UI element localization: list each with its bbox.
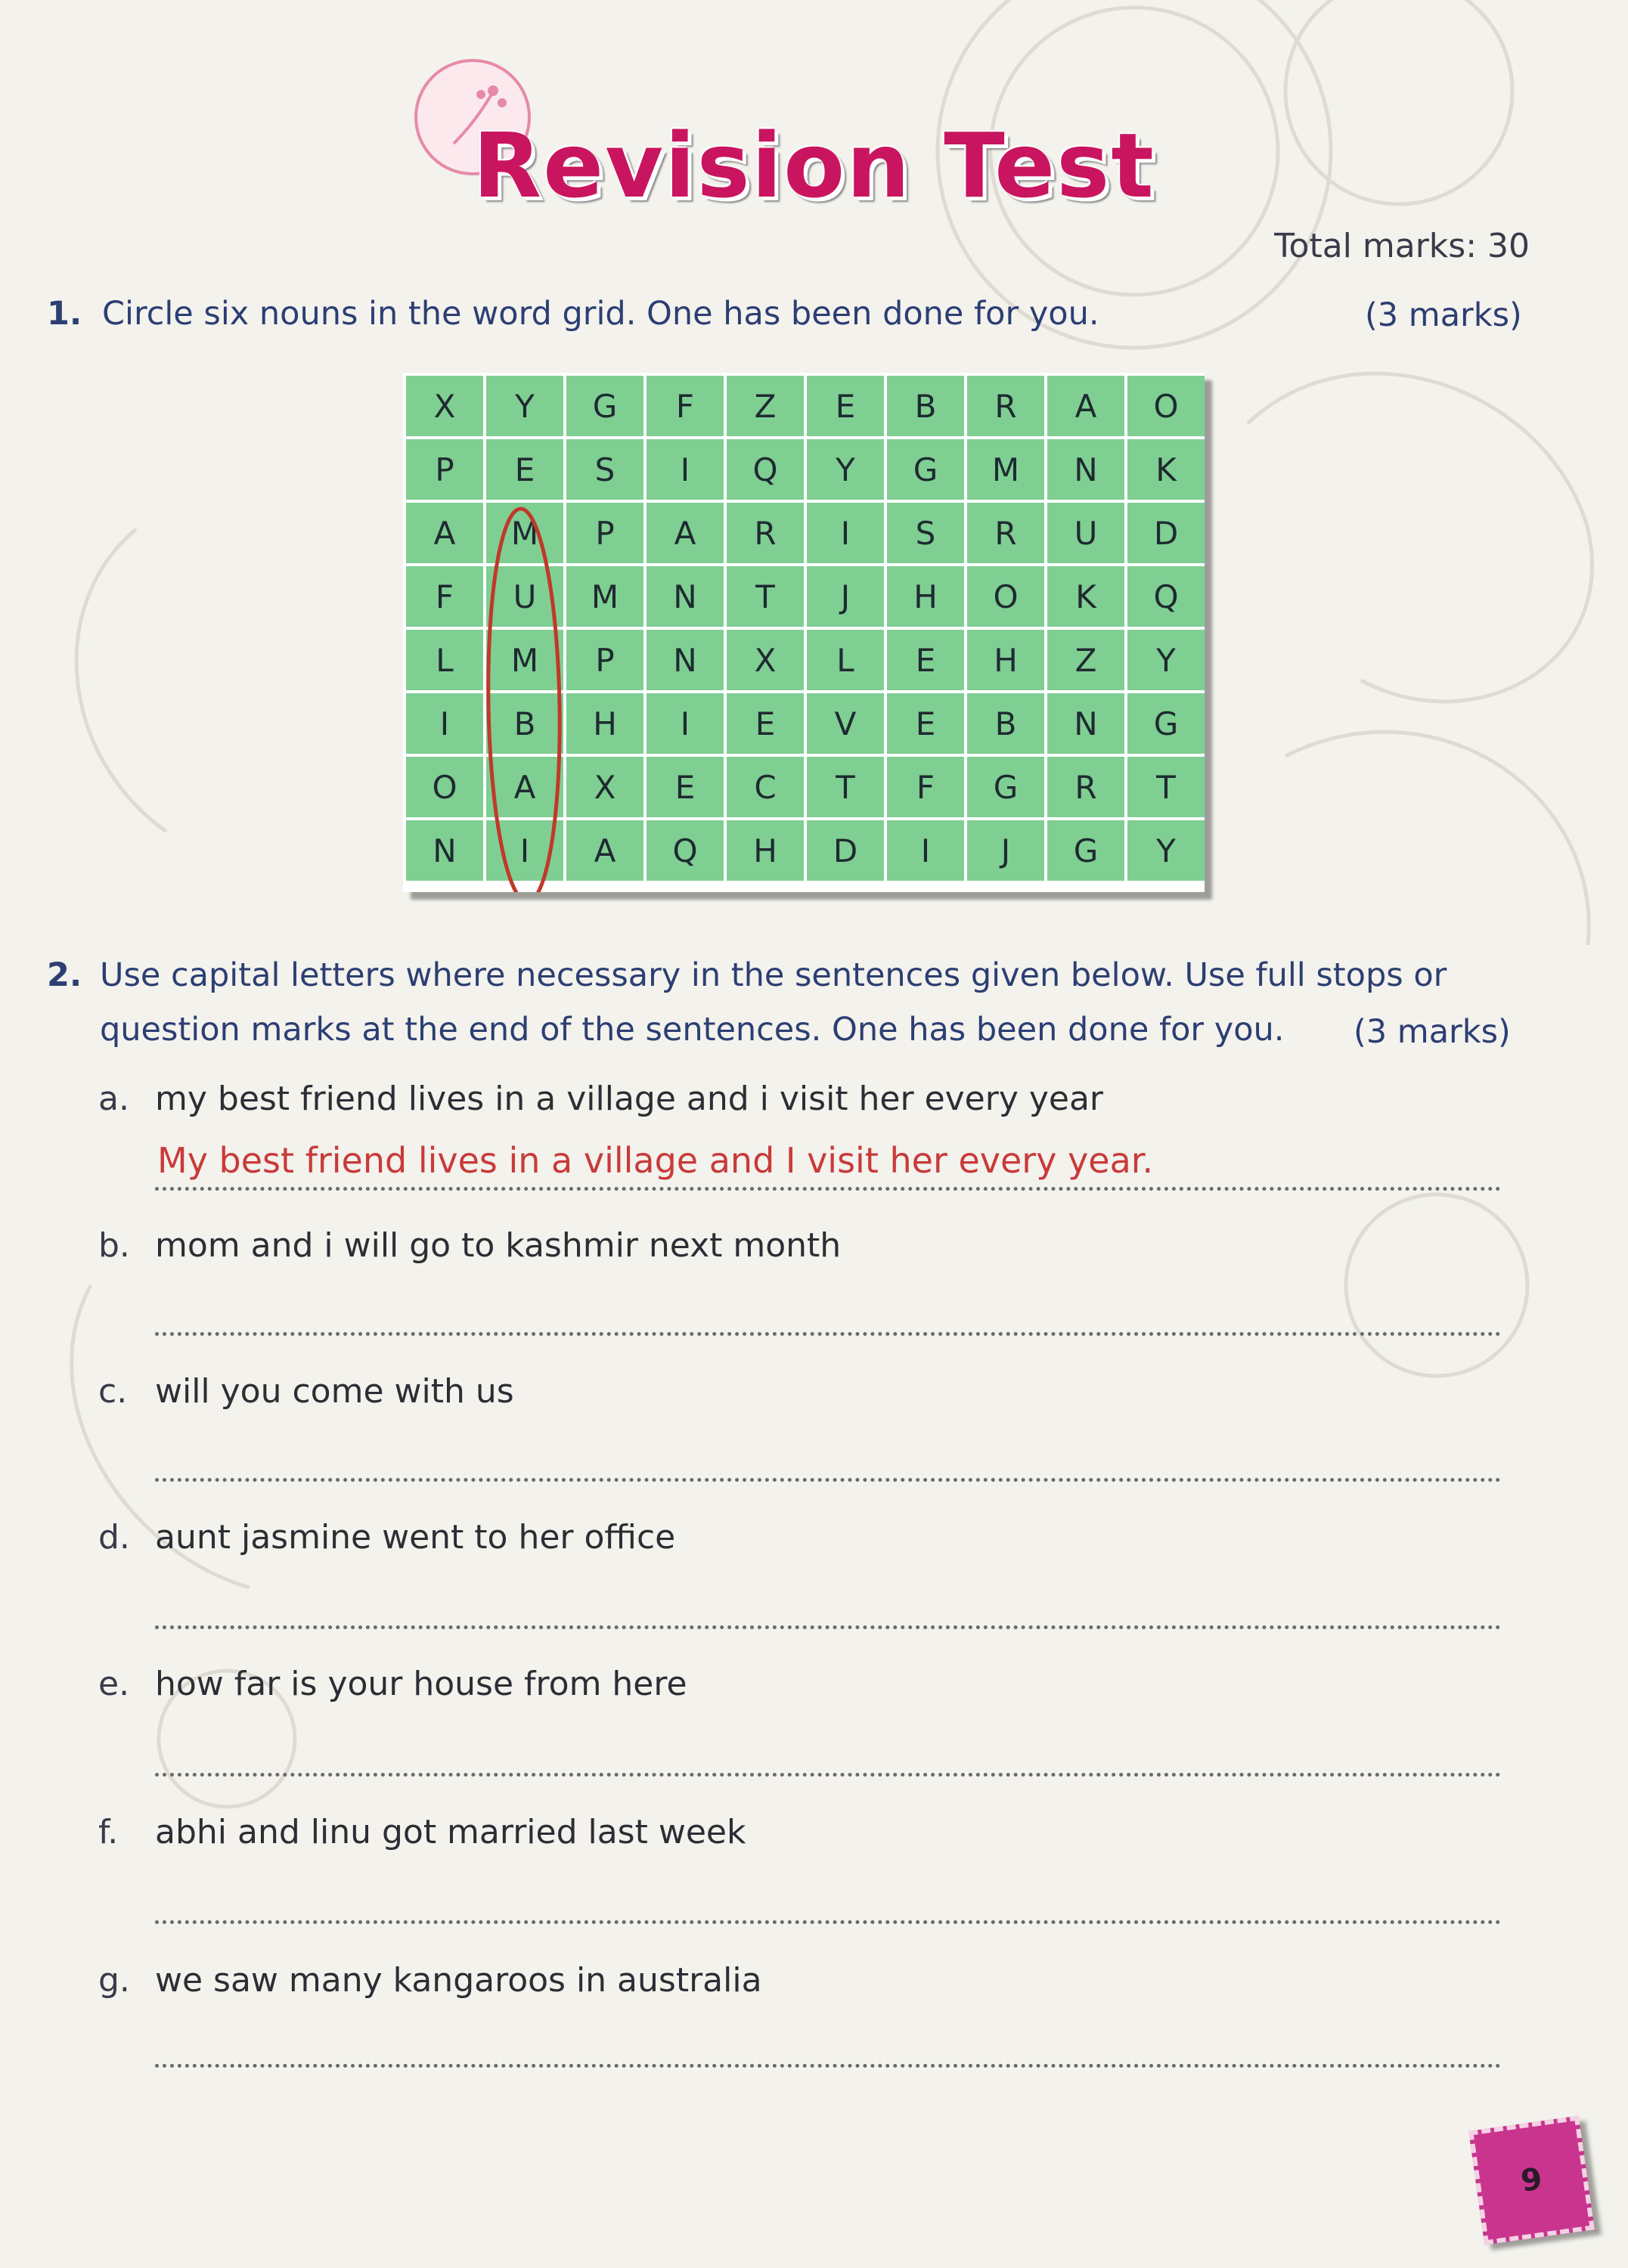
grid-cell[interactable]: F [887,757,964,817]
grid-cell[interactable]: H [967,630,1044,690]
grid-cell[interactable]: B [967,693,1044,754]
grid-cell[interactable]: M [486,503,563,563]
grid-cell[interactable]: N [647,630,724,690]
grid-cell[interactable]: F [647,376,724,436]
grid-cell[interactable]: T [727,566,804,627]
grid-cell[interactable]: O [406,757,483,817]
grid-cell[interactable]: M [486,630,563,690]
item-sentence: mom and i will go to kashmir next month [155,1226,842,1265]
grid-cell[interactable]: H [566,693,643,754]
grid-cell[interactable]: S [887,503,964,563]
grid-cell[interactable]: Y [1127,820,1205,881]
question-2-number: 2. [47,956,82,994]
grid-cell[interactable]: Y [1127,630,1205,690]
grid-cell[interactable]: I [647,439,724,500]
grid-cell[interactable]: L [406,630,483,690]
item-sentence: abhi and linu got married last week [155,1813,746,1851]
grid-cell[interactable]: I [406,693,483,754]
page-title: Revision Test [473,113,1155,218]
item-letter: b. [98,1226,130,1265]
grid-cell[interactable]: B [486,693,563,754]
answer-line[interactable] [155,1478,1501,1482]
answer-line[interactable] [155,1332,1501,1336]
grid-cell[interactable]: A [647,503,724,563]
grid-cell[interactable]: M [566,566,643,627]
grid-cell[interactable]: R [967,376,1044,436]
grid-cell[interactable]: F [406,566,483,627]
grid-cell[interactable]: Q [727,439,804,500]
answer-line[interactable] [155,1920,1501,1924]
grid-cell[interactable]: P [566,503,643,563]
grid-cell[interactable]: V [807,693,884,754]
item-sentence: aunt jasmine went to her office [155,1518,676,1557]
grid-cell[interactable]: Q [647,820,724,881]
question-1-marks: (3 marks) [1365,296,1522,334]
question-2-line-1: Use capital letters where necessary in the sentences given below. Use full stops or [100,956,1447,994]
answer-line[interactable] [155,1187,1501,1191]
grid-cell[interactable]: B [887,376,964,436]
grid-cell[interactable]: G [967,757,1044,817]
grid-cell[interactable]: Q [1127,566,1205,627]
grid-cell[interactable]: N [1047,693,1124,754]
grid-cell[interactable]: K [1047,566,1124,627]
item-answer: My best friend lives in a village and I visit her every year. [157,1140,1154,1181]
grid-cell[interactable]: N [647,566,724,627]
item-letter: d. [98,1518,130,1557]
grid-cell[interactable]: E [486,439,563,500]
grid-cell[interactable]: P [406,439,483,500]
grid-cell[interactable]: Y [486,376,563,436]
grid-cell[interactable]: T [1127,757,1205,817]
grid-cell[interactable]: J [807,566,884,627]
grid-cell[interactable]: J [967,820,1044,881]
grid-cell[interactable]: E [807,376,884,436]
item-sentence: will you come with us [155,1372,514,1411]
grid-cell[interactable]: X [406,376,483,436]
answer-line[interactable] [155,1625,1501,1629]
grid-cell[interactable]: M [967,439,1044,500]
grid-cell[interactable]: N [1047,439,1124,500]
page-number: 9 [1518,2161,1545,2199]
grid-cell[interactable]: O [1127,376,1205,436]
grid-cell[interactable]: A [1047,376,1124,436]
question-2-line-2: question marks at the end of the sentences. One has been done for you. [100,1011,1285,1049]
item-letter: e. [98,1665,130,1703]
grid-cell[interactable]: T [807,757,884,817]
grid-cell[interactable]: D [1127,503,1205,563]
grid-cell[interactable]: G [1127,693,1205,754]
grid-cell[interactable]: X [727,630,804,690]
total-marks: Total marks: 30 [1274,227,1530,265]
item-letter: a. [98,1080,129,1118]
grid-cell[interactable]: L [807,630,884,690]
grid-cell[interactable]: G [566,376,643,436]
word-grid-cells [406,376,1205,881]
question-1-number: 1. [47,295,82,333]
item-letter: f. [98,1813,119,1851]
item-letter: c. [98,1372,128,1411]
grid-cell[interactable]: U [486,566,563,627]
grid-cell[interactable]: Y [807,439,884,500]
page-number-badge [1468,2116,1595,2245]
grid-cell[interactable]: O [967,566,1044,627]
grid-cell[interactable]: R [967,503,1044,563]
grid-cell[interactable]: I [887,820,964,881]
item-sentence: we saw many kangaroos in australia [155,1961,762,2000]
question-2-marks: (3 marks) [1354,1013,1511,1051]
grid-cell[interactable]: E [887,630,964,690]
item-sentence: my best friend lives in a village and i visit her every year [155,1080,1104,1118]
item-sentence: how far is your house from here [155,1665,687,1703]
grid-cell[interactable]: G [887,439,964,500]
grid-cell[interactable]: A [486,757,563,817]
grid-cell[interactable]: U [1047,503,1124,563]
item-letter: g. [98,1961,130,2000]
grid-cell[interactable]: X [566,757,643,817]
grid-cell[interactable]: Z [1047,630,1124,690]
word-grid [403,373,1205,892]
grid-cell[interactable]: A [566,820,643,881]
grid-cell[interactable]: S [566,439,643,500]
grid-cell[interactable]: R [727,503,804,563]
grid-cell[interactable]: K [1127,439,1205,500]
grid-cell[interactable]: I [647,693,724,754]
grid-cell[interactable]: Z [727,376,804,436]
grid-cell[interactable]: I [486,820,563,881]
answer-line[interactable] [155,1773,1501,1777]
grid-cell[interactable]: P [566,630,643,690]
grid-cell[interactable]: A [406,503,483,563]
grid-cell[interactable]: I [807,503,884,563]
grid-cell[interactable]: E [887,693,964,754]
grid-cell[interactable]: R [1047,757,1124,817]
grid-cell[interactable]: H [727,820,804,881]
grid-cell[interactable]: E [647,757,724,817]
grid-cell[interactable]: E [727,693,804,754]
answer-line[interactable] [155,2064,1501,2068]
grid-cell[interactable]: D [807,820,884,881]
grid-cell[interactable]: C [727,757,804,817]
grid-cell[interactable]: N [406,820,483,881]
grid-cell[interactable]: H [887,566,964,627]
question-1-text: Circle six nouns in the word grid. One has been done for you. [102,295,1099,333]
grid-cell[interactable]: G [1047,820,1124,881]
